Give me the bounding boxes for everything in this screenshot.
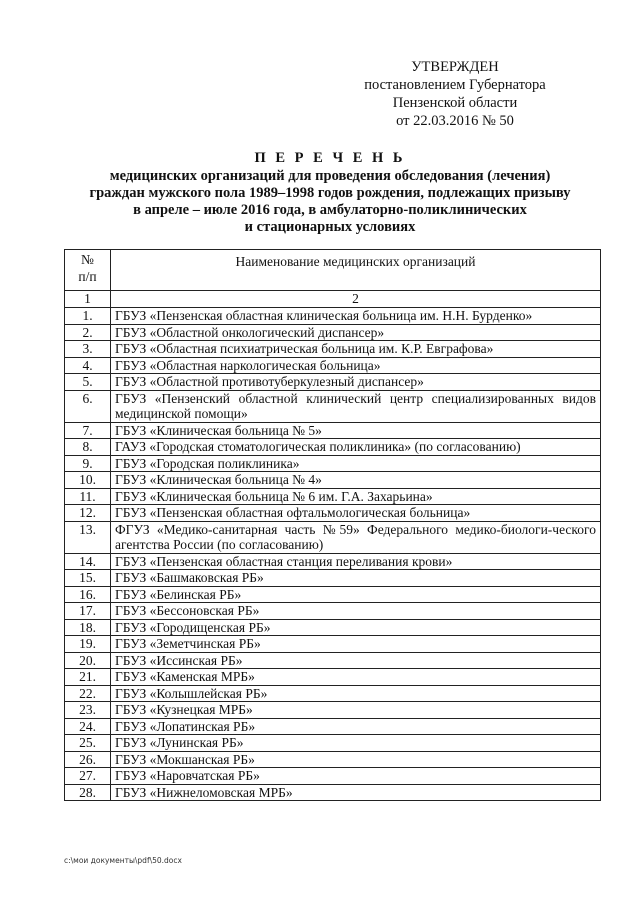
table-row <box>65 521 601 553</box>
table-row <box>65 784 601 801</box>
row-number: 14. <box>65 553 111 570</box>
row-number: 24. <box>65 718 111 735</box>
title-line: медицинских организаций для проведения обследования (лечения) <box>109 168 551 184</box>
table-row <box>65 390 601 422</box>
table-row <box>65 439 601 456</box>
approval-decree: постановлением Губернатора <box>364 77 546 93</box>
organizations-table <box>64 249 601 801</box>
organization-name: ГБУЗ «Башмаковская РБ» <box>111 570 601 587</box>
table-row <box>65 603 601 620</box>
table-row <box>65 374 601 391</box>
title-line: граждан мужского пола 1989–1998 годов рождения, подлежащих призыву <box>89 185 571 201</box>
organization-name: ГБУЗ «Лопатинская РБ» <box>111 718 601 735</box>
document-title <box>70 150 590 236</box>
title-heading: П Е Р Е Ч Е Н Ь <box>254 150 406 166</box>
table-row <box>65 751 601 768</box>
row-number: 3. <box>65 341 111 358</box>
table-header-row <box>65 250 601 291</box>
table-row <box>65 341 601 358</box>
file-path-footer: c:\мои документы\pdf\50.docx <box>64 856 182 865</box>
table-row <box>65 768 601 785</box>
column-number-row <box>65 291 601 308</box>
organization-name: ГБУЗ «Городская поликлиника» <box>111 455 601 472</box>
organization-name: ГБУЗ «Клиническая больница № 5» <box>111 422 601 439</box>
organization-name: ГБУЗ «Областная психиатрическая больница им. К.Р. Евграфова» <box>111 341 601 358</box>
organization-name: ГБУЗ «Областная наркологическая больница» <box>111 357 601 374</box>
organization-name: ГБУЗ «Иссинская РБ» <box>111 652 601 669</box>
table-row <box>65 422 601 439</box>
table-row <box>65 586 601 603</box>
row-number: 12. <box>65 505 111 522</box>
table-row <box>65 357 601 374</box>
row-number: 5. <box>65 374 111 391</box>
row-number: 15. <box>65 570 111 587</box>
organization-name: ГБУЗ «Колышлейская РБ» <box>111 685 601 702</box>
row-number: 21. <box>65 669 111 686</box>
table-row <box>65 669 601 686</box>
table-row <box>65 619 601 636</box>
organization-name: ГБУЗ «Наровчатская РБ» <box>111 768 601 785</box>
organization-name: ГБУЗ «Клиническая больница № 4» <box>111 472 601 489</box>
row-number: 22. <box>65 685 111 702</box>
row-number: 8. <box>65 439 111 456</box>
approval-title: УТВЕРЖДЕН <box>411 59 499 75</box>
row-number: 28. <box>65 784 111 801</box>
organization-name: ФГУЗ «Медико-санитарная часть №59» Федерального медико-биологи-ческого агентства России (по согласованию) <box>111 521 601 553</box>
organization-name: ГБУЗ «Каменская МРБ» <box>111 669 601 686</box>
approval-block <box>345 58 565 130</box>
header-name: Наименование медицинских организаций <box>111 250 601 291</box>
row-number: 18. <box>65 619 111 636</box>
table-row <box>65 488 601 505</box>
table-row <box>65 455 601 472</box>
row-number: 6. <box>65 390 111 422</box>
title-line: в апреле – июле 2016 года, в амбулаторно-поликлинических <box>133 202 527 218</box>
organization-name: ГБУЗ «Пензенская областная станция переливания крови» <box>111 553 601 570</box>
title-line: и стационарных условиях <box>244 219 416 235</box>
row-number: 17. <box>65 603 111 620</box>
table-row <box>65 308 601 325</box>
table-row <box>65 553 601 570</box>
table-row <box>65 636 601 653</box>
organization-name: ГБУЗ «Пензенская областная клиническая больница им. Н.Н. Бурденко» <box>111 308 601 325</box>
row-number: 27. <box>65 768 111 785</box>
approval-region: Пензенской области <box>392 95 518 111</box>
table-row <box>65 685 601 702</box>
table-row <box>65 652 601 669</box>
organization-name: ГБУЗ «Бессоновская РБ» <box>111 603 601 620</box>
organization-name: ГБУЗ «Городищенская РБ» <box>111 619 601 636</box>
organization-name: ГБУЗ «Областной противотуберкулезный диспансер» <box>111 374 601 391</box>
row-number: 7. <box>65 422 111 439</box>
table-row <box>65 505 601 522</box>
table-row <box>65 472 601 489</box>
row-number: 13. <box>65 521 111 553</box>
header-number <box>65 250 111 291</box>
organization-name: ГАУЗ «Городская стоматологическая поликлиника» (по согласованию) <box>111 439 601 456</box>
row-number: 9. <box>65 455 111 472</box>
column-number-2: 2 <box>111 291 601 308</box>
column-number-1: 1 <box>65 291 111 308</box>
row-number: 19. <box>65 636 111 653</box>
organization-name: ГБУЗ «Мокшанская РБ» <box>111 751 601 768</box>
row-number: 2. <box>65 324 111 341</box>
organization-name: ГБУЗ «Лунинская РБ» <box>111 735 601 752</box>
row-number: 11. <box>65 488 111 505</box>
table-row <box>65 718 601 735</box>
row-number: 1. <box>65 308 111 325</box>
approval-date: от 22.03.2016 № 50 <box>396 113 514 129</box>
row-number: 10. <box>65 472 111 489</box>
table-row <box>65 735 601 752</box>
row-number: 25. <box>65 735 111 752</box>
organization-name: ГБУЗ «Областной онкологический диспансер» <box>111 324 601 341</box>
organization-name: ГБУЗ «Кузнецкая МРБ» <box>111 702 601 719</box>
table-row <box>65 570 601 587</box>
row-number: 20. <box>65 652 111 669</box>
organization-name: ГБУЗ «Земетчинская РБ» <box>111 636 601 653</box>
organization-name: ГБУЗ «Пензенский областной клинический центр специализированных видов медицинской помощи» <box>111 390 601 422</box>
row-number: 26. <box>65 751 111 768</box>
row-number: 23. <box>65 702 111 719</box>
organization-name: ГБУЗ «Клиническая больница № 6 им. Г.А. Захарьина» <box>111 488 601 505</box>
organization-name: ГБУЗ «Пензенская областная офтальмологическая больница» <box>111 505 601 522</box>
row-number: 16. <box>65 586 111 603</box>
table-row <box>65 702 601 719</box>
table-row <box>65 324 601 341</box>
row-number: 4. <box>65 357 111 374</box>
organization-name: ГБУЗ «Белинская РБ» <box>111 586 601 603</box>
organization-name: ГБУЗ «Нижнеломовская МРБ» <box>111 784 601 801</box>
header-number-label: № п/п <box>78 252 97 284</box>
